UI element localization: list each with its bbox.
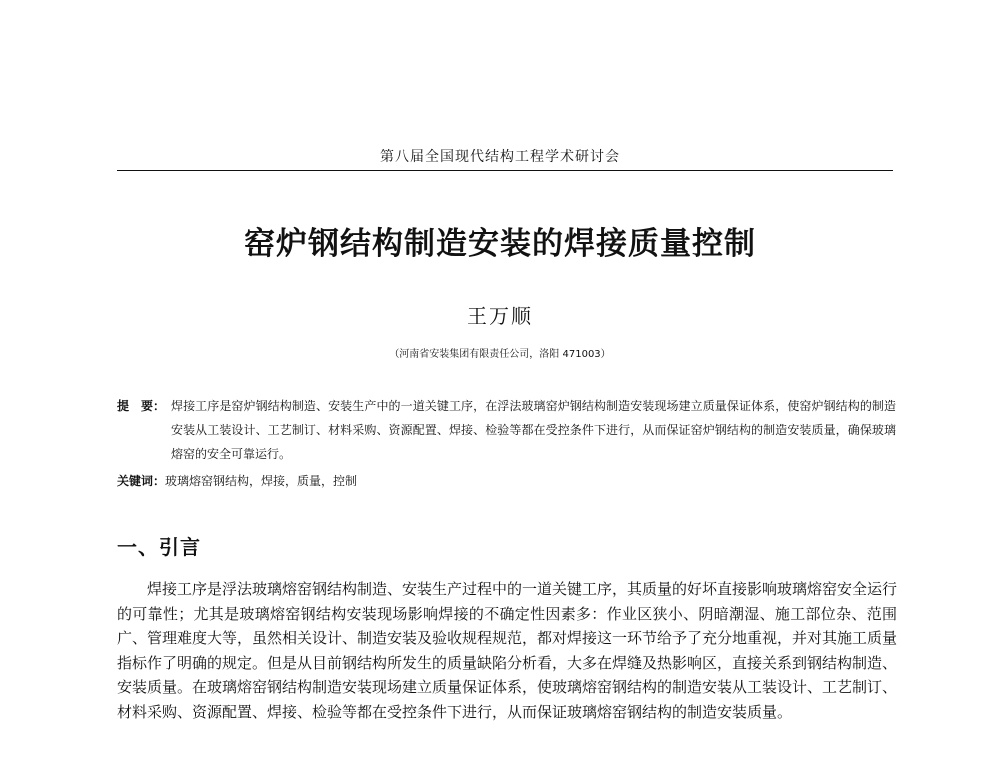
paper-title: 窑炉钢结构制造安装的焊接质量控制: [244, 226, 756, 262]
header-rule: [117, 170, 893, 171]
running-head: 第八届全国现代结构工程学术研讨会: [380, 149, 620, 165]
abstract-label: 提 要：: [117, 399, 166, 413]
keywords-label: 关键词：: [117, 474, 166, 488]
keywords-text: 玻璃熔窑钢结构，焊接，质量，控制: [165, 474, 358, 488]
abstract-text: 焊接工序是窑炉钢结构制造、安装生产中的一道关键工序，在浮法玻璃窑炉钢结构制造安装现场建立质量保证体系，使窑炉钢结构的制造安装从工装设计、工艺制订、材料采购、资源配置、焊接、检验等都在受控条件下进行，从而保证窑炉钢结构的制造安装质量，确保玻璃熔窑的安全可靠运行。: [171, 399, 896, 461]
keywords-line: [117, 469, 897, 493]
author-name: 王万顺: [467, 304, 533, 328]
author-affiliation: （河南省安装集团有限责任公司，洛阳 471003）: [389, 349, 611, 360]
section-heading-introduction: 一、引言: [117, 535, 201, 559]
body-paragraph: 焊接工序是浮法玻璃熔窑钢结构制造、安装生产过程中的一道关键工序，其质量的好坏直接影响玻璃熔窑安全运行的可靠性；尤其是玻璃熔窑钢结构安装现场影响焊接的不确定性因素多：作业区狭小、阴暗潮湿、施工部位杂、范围广、管理难度大等，虽然相关设计、制造安装及验收规程规范，都对焊接这一环节给予了充分地重视，并对其施工质量指标作了明确的规定。但是从目前钢结构所发生的质量缺陷分析看，大多在焊缝及热影响区，直接关系到钢结构制造、安装质量。在玻璃熔窑钢结构制造安装现场建立质量保证体系，使玻璃熔窑钢结构的制造安装从工装设计、工艺制订、材料采购、资源配置、焊接、检验等都在受控条件下进行，从而保证玻璃熔窑钢结构的制造安装质量。: [117, 580, 898, 721]
